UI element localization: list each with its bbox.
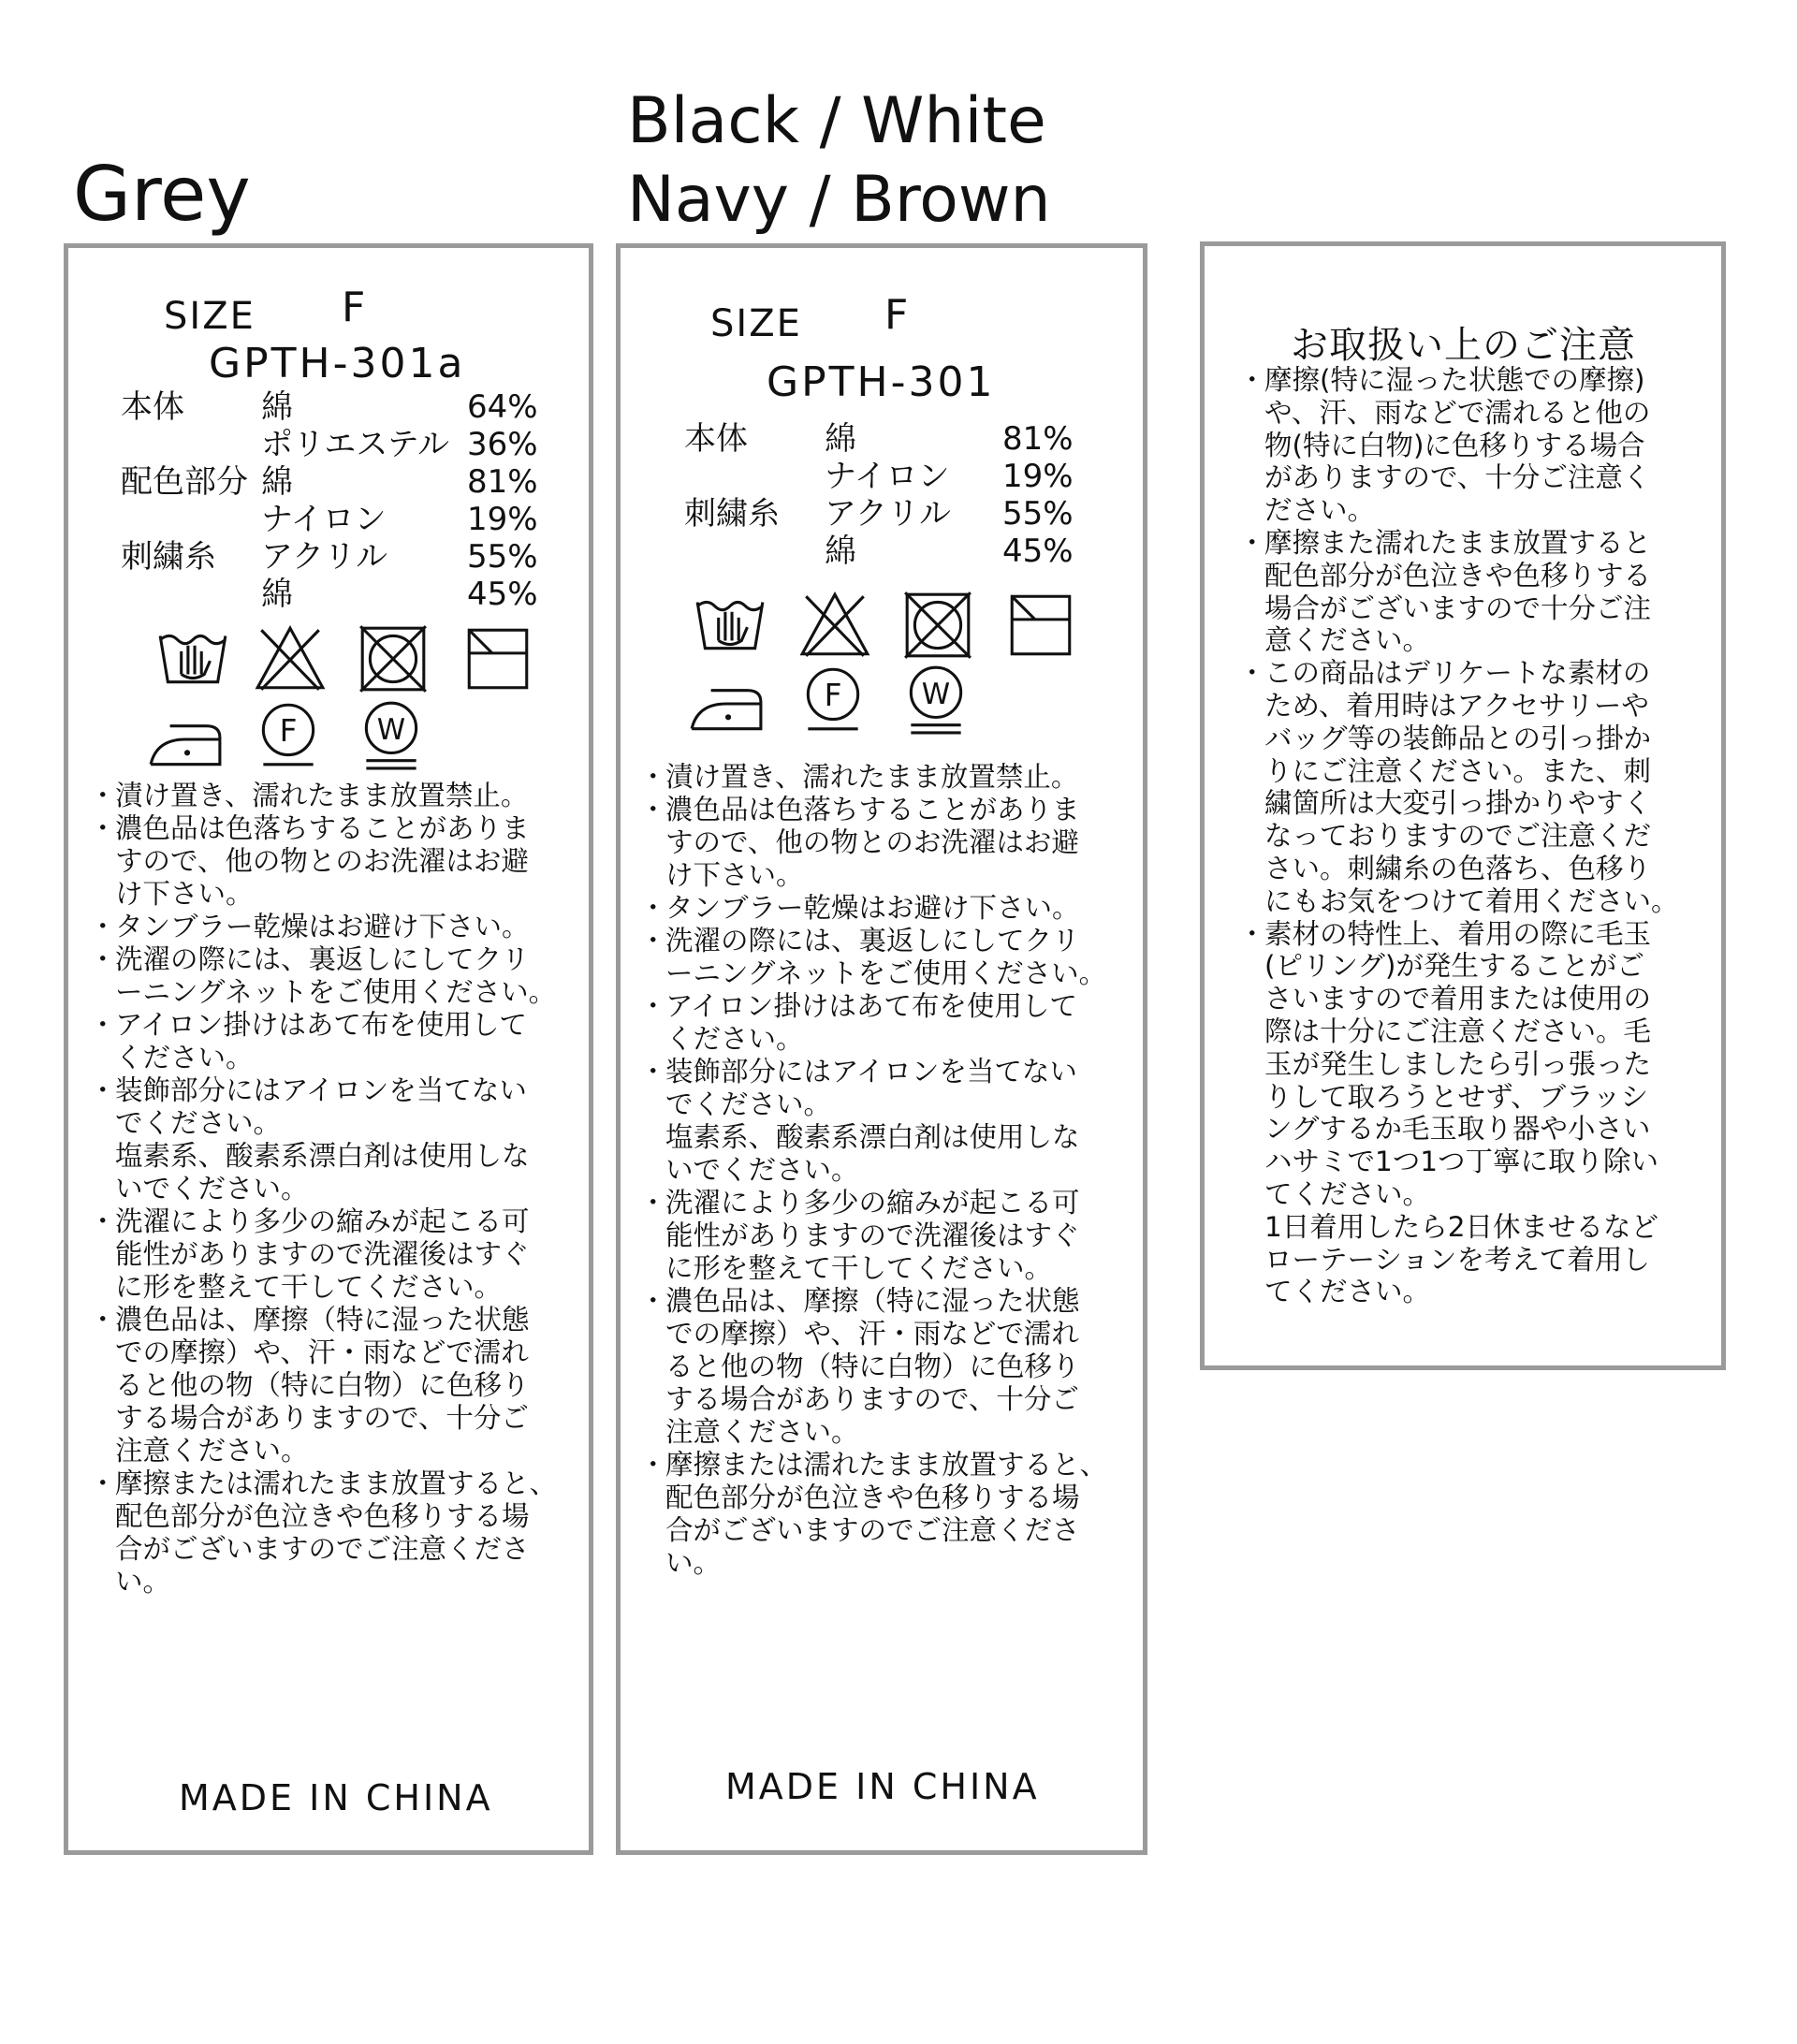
care-note: ・ 摩擦または濡れたまま放置すると、 配色部分が色泣きや色移りする場 合がございますのでご注意くださ い。 [639, 1449, 1108, 1579]
care-note: ・ 濃色品は色落ちすることがありま すので、他の物とのお洗濯はお避 け下さい。 [89, 812, 530, 910]
composition-row [121, 576, 561, 613]
precautions-title: お取扱い上のご注意 [1291, 324, 1636, 367]
care-note: ・ タンブラー乾燥はお避け下さい。 [639, 892, 1080, 924]
line-dry-shade-icon [460, 620, 536, 697]
care-note: ・ 洗濯により多少の縮みが起こる可 能性がありますので洗濯後はすぐ に形を整えて干してください。 [639, 1187, 1080, 1284]
care-note: ・ 洗濯により多少の縮みが起こる可 能性がありますので洗濯後はすぐ に形を整えて干してください。 [89, 1205, 530, 1303]
precaution-note: ・ この商品はデリケートな素材の ため、着用時はアクセサリーや バッグ等の装飾品との引っ掛か りにご注意ください。また、刺 繍箇所は大変引っ掛かりやすく なっておりますのでご注意くだ さい。刺繍糸の色落ち、色移り にもお気をつけて着用ください。 [1238, 657, 1679, 917]
do-not-bleach-icon [796, 587, 873, 664]
iron-low-icon [688, 665, 765, 742]
composition-row [121, 463, 561, 501]
do-not-tumble-dry-icon [355, 620, 431, 697]
composition-row [121, 538, 561, 576]
part-name: 配色部分 [121, 463, 248, 501]
hand-wash-icon [154, 619, 231, 695]
precaution-note: ・ 摩擦また濡れたまま放置すると 配色部分が色泣きや色移りする 場合がございますので十分ご注 意ください。 [1238, 526, 1652, 657]
line-dry-shade-icon [1002, 587, 1079, 664]
composition-row [121, 501, 561, 538]
material-name: 綿 [261, 388, 293, 426]
precaution-note: ・ 素材の特性上、着用の際に毛玉 (ピリング)が発生することがご さいますので着用または使用の 際は十分にご注意ください。毛 玉が発生しましたら引っ張った りして取ろうとせず、ブラッシ ングするか毛玉取り器や小さい ハサミで1つ1つ丁寧に取り除い てください。 [1238, 917, 1659, 1210]
material-name: 綿 [261, 576, 293, 613]
care-note: ・ 装飾部分にはアイロンを当てない でください。 [89, 1074, 527, 1139]
composition-row [684, 495, 1124, 533]
composition-table [121, 388, 561, 613]
size-value: F [342, 284, 368, 331]
care-note: ・ 漬け置き、濡れたまま放置禁止。 [89, 780, 529, 811]
composition-row [684, 420, 1124, 458]
precautions-list [1238, 364, 1706, 1308]
wet-clean-w-icon [898, 660, 974, 737]
care-note: ・ 濃色品は色落ちすることがありま すので、他の物とのお洗濯はお避 け下さい。 [639, 794, 1080, 891]
composition-table [684, 420, 1124, 570]
part-name: 本体 [121, 388, 184, 426]
material-percent: 81% [467, 463, 538, 501]
do-not-tumble-dry-icon [899, 587, 976, 664]
material-name: アクリル [261, 538, 387, 576]
material-percent: 45% [1002, 533, 1074, 570]
svg-text:W: W [921, 678, 951, 712]
material-percent: 45% [467, 576, 538, 613]
svg-text:F: F [279, 713, 298, 750]
material-percent: 55% [1002, 495, 1074, 533]
material-name: 綿 [825, 420, 856, 458]
material-percent: 81% [1002, 420, 1074, 458]
material-percent: 19% [467, 501, 538, 538]
care-instructions [639, 761, 1135, 1580]
care-instructions [89, 780, 576, 1599]
black-white-navy-brown-heading [627, 82, 1051, 240]
hand-wash-icon [692, 585, 768, 662]
material-percent: 64% [467, 388, 538, 426]
grey-color-heading: Grey [73, 151, 251, 238]
part-name: 本体 [684, 420, 748, 458]
material-percent: 55% [467, 538, 538, 576]
care-note: ・ アイロン掛けはあて布を使用して ください。 [89, 1009, 527, 1073]
care-note: ・ 漬け置き、濡れたまま放置禁止。 [639, 761, 1079, 793]
care-note: ・ 洗濯の際には、裏返しにしてクリ ーニングネットをご使用ください。 [639, 925, 1107, 989]
care-note: ・ 洗濯の際には、裏返しにしてクリ ーニングネットをご使用ください。 [89, 943, 557, 1008]
material-name: アクリル [825, 495, 951, 533]
care-note: ・ 装飾部分にはアイロンを当てない でください。 [639, 1056, 1077, 1120]
size-row [710, 291, 911, 345]
material-name: 綿 [825, 533, 856, 570]
precaution-note: ・ 摩擦(特に湿った状態での摩擦) や、汗、雨などで濡れると他の 物(特に白物)に色移りする場合 がありますので、十分ご注意く ださい。 [1238, 364, 1651, 527]
care-label-grey [64, 243, 593, 1855]
handling-precautions-label [1200, 241, 1726, 1370]
size-label: SIZE [710, 302, 802, 345]
dry-clean-f-icon [795, 660, 871, 737]
size-label: SIZE [164, 295, 256, 338]
material-name: ポリエステル [261, 426, 449, 463]
heading-line-1: Black / White [627, 84, 1046, 158]
country-of-origin: MADE IN CHINA [725, 1766, 1040, 1807]
precaution-note: 1日着用したら2日休ませるなど ローテーションを考えて着用し てください。 [1264, 1210, 1659, 1308]
wet-clean-w-icon [353, 695, 430, 772]
care-note: 塩素系、酸素系漂白剤は使用しな いでください。 [665, 1121, 1080, 1186]
do-not-bleach-icon [252, 620, 329, 697]
material-percent: 19% [1002, 458, 1074, 495]
material-percent: 36% [467, 426, 538, 463]
care-label-black-white-navy-brown [616, 243, 1147, 1855]
heading-line-2: Navy / Brown [627, 163, 1051, 237]
part-name: 刺繍糸 [684, 495, 780, 533]
material-name: ナイロン [261, 501, 387, 538]
iron-low-icon [147, 701, 224, 778]
care-note: ・ アイロン掛けはあて布を使用して ください。 [639, 990, 1077, 1055]
material-name: 綿 [261, 463, 293, 501]
care-note: 塩素系、酸素系漂白剤は使用しな いでください。 [115, 1140, 530, 1204]
care-note: ・ 濃色品は、摩擦（特に湿った状態 での摩擦）や、汗・雨などで濡れ ると他の物（特に白物）に色移り する場合がありますので、十分ご 注意ください。 [89, 1304, 530, 1467]
model-number: GPTH-301 [767, 358, 996, 406]
svg-text:F: F [824, 678, 842, 714]
care-note: ・ 摩擦または濡れたまま放置すると、 配色部分が色泣きや色移りする場 合がございますのでご注意くださ い。 [89, 1467, 558, 1598]
country-of-origin: MADE IN CHINA [179, 1777, 493, 1818]
dry-clean-f-icon [250, 695, 327, 772]
model-number: GPTH-301a [209, 340, 466, 387]
care-note: ・ タンブラー乾燥はお避け下さい。 [89, 911, 530, 942]
part-name: 刺繍糸 [121, 538, 216, 576]
composition-row [684, 458, 1124, 495]
size-value: F [884, 291, 911, 339]
svg-text:W: W [376, 713, 406, 748]
composition-row [121, 426, 561, 463]
composition-row [121, 388, 561, 426]
material-name: ナイロン [825, 458, 950, 495]
composition-row [684, 533, 1124, 570]
care-note: ・ 濃色品は、摩擦（特に湿った状態 での摩擦）や、汗・雨などで濡れ ると他の物（特に白物）に色移り する場合がありますので、十分ご 注意ください。 [639, 1285, 1080, 1448]
size-row [164, 284, 368, 338]
